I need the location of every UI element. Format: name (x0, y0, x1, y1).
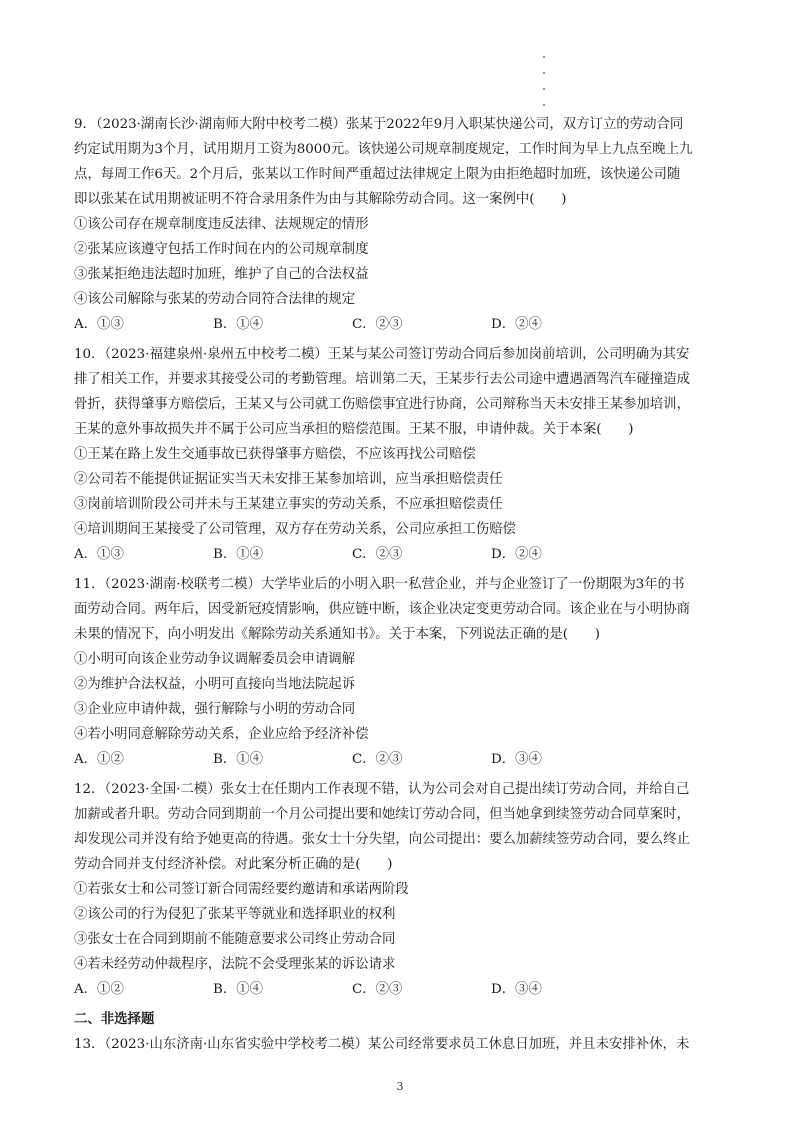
statement: ①小明可向该企业劳动争议调解委员会申请调解 (74, 652, 356, 667)
option-b: B．①④ (213, 752, 264, 767)
stem-line: 未果的情况下，向小明发出《解除劳动关系通知书》。关于本案，下列说法正确的是( ) (74, 627, 600, 642)
page-content (74, 112, 720, 1057)
dot (543, 104, 545, 106)
answer-options (74, 977, 720, 1002)
option-c: C．②③ (352, 317, 403, 332)
stem-line: 11．（2023·湖南·校联考二模）大学毕业后的小明入职一私营企业，并与企业签订了一份期限为3年的书 (74, 577, 685, 592)
statement: ③岗前培训阶段公司并未与王某建立事实的劳动关系，不应承担赔偿责任 (74, 497, 503, 512)
option-c: C．②③ (352, 547, 403, 562)
dot (543, 88, 545, 90)
option-a: A．①② (74, 752, 124, 767)
stem-line: 王某的意外事故损失并不属于公司应当承担的赔偿范围。王某不服，申请仲裁。关于本案( ) (74, 422, 634, 437)
stem-line: 骨折，获得肇事方赔偿后，王某又与公司就工伤赔偿事宜进行协商，公司辩称当天未安排王某参加培训， (74, 397, 690, 412)
dot (543, 56, 545, 58)
statement: ③企业应申请仲裁，强行解除与小明的劳动合同 (74, 702, 356, 717)
stem-line: 12．（2023·全国·二模）张女士在任期内工作表现不错，认为公司会对自己提出续订劳动合同，并给自己 (74, 782, 690, 797)
statement: ②该公司的行为侵犯了张某平等就业和选择职业的权利 (74, 907, 396, 922)
page-number: 3 (396, 1080, 404, 1093)
stem-line: 排了相关工作，并要求其接受公司的考勤管理。培训第二天，王某步行去公司途中遭遇酒驾汽车碰撞造成 (74, 372, 690, 387)
answer-options (74, 312, 720, 337)
question-13-stem: 13．（2023·山东济南·山东省实验中学校考二模）某公司经常要求员工休息日加班，并且未安排补休，未 (74, 1037, 690, 1052)
statement: ④培训期间王某接受了公司管理，双方存在劳动关系，公司应承担工伤赔偿 (74, 522, 516, 537)
stem-line: 10．（2023·福建泉州·泉州五中校考二模）王某与某公司签订劳动合同后参加岗前培训，公司明确为其安 (74, 347, 690, 362)
option-c: C．②③ (352, 982, 403, 997)
stem-line: 9．（2023·湖南长沙·湖南师大附中校考二模）张某于2022年9月入职某快递公司，双方订立的劳动合同 (74, 117, 684, 132)
answer-options (74, 542, 720, 567)
option-d: D．③④ (491, 982, 542, 997)
question-stem (74, 777, 720, 877)
option-a: A．①② (74, 982, 124, 997)
option-c: C．②③ (352, 752, 403, 767)
question-stem (74, 342, 720, 442)
option-b: B．①④ (213, 317, 264, 332)
statement: ②公司若不能提供证据证实当天未安排王某参加培训，应当承担赔偿责任 (74, 472, 503, 487)
statement: ③张某拒绝违法超时加班，维护了自己的合法权益 (74, 267, 369, 282)
statement: ①该公司存在规章制度违反法律、法规规定的情形 (74, 217, 369, 232)
statement: ①若张女士和公司签订新合同需经要约邀请和承诺两阶段 (74, 882, 409, 897)
question-12 (74, 777, 720, 1002)
option-d: D．②④ (491, 547, 542, 562)
dot (543, 72, 545, 74)
margin-dots (543, 56, 547, 120)
option-a: A．①③ (74, 547, 124, 562)
question-stem (74, 572, 720, 647)
stem-line: 即以张某在试用期被证明不符合录用条件为由与其解除劳动合同。这一案例中( ) (74, 192, 567, 207)
question-9 (74, 112, 720, 337)
answer-options (74, 747, 720, 772)
statement: ②为维护合法权益，小明可直接向当地法院起诉 (74, 677, 356, 692)
stem-line: 加薪或者升职。劳动合同到期前一个月公司提出要和她续订劳动合同，但当她拿到续签劳动合同草案时， (74, 807, 690, 822)
stem-line: 却发现公司并没有给予她更高的待遇。张女士十分失望，向公司提出：要么加薪续签劳动合同，要么终止 (74, 832, 690, 847)
statement: ①王某在路上发生交通事故已获得肇事方赔偿，不应该再找公司赔偿 (74, 447, 476, 462)
section-heading: 二、非选择题 (74, 1011, 155, 1027)
option-a: A．①③ (74, 317, 124, 332)
stem-line: 劳动合同并支付经济补偿。对此案分析正确的是( ) (74, 857, 393, 872)
stem-line: 点，每周工作6天。2个月后，张某以工作时间严重超过法律规定上限为由拒绝超时加班，该快递公司随 (74, 167, 681, 182)
question-stem (74, 112, 720, 212)
question-10 (74, 342, 720, 567)
option-b: B．①④ (213, 982, 264, 997)
statement: ④该公司解除与张某的劳动合同符合法律的规定 (74, 292, 356, 307)
option-b: B．①④ (213, 547, 264, 562)
option-d: D．③④ (491, 752, 542, 767)
question-11 (74, 572, 720, 772)
statement: ②张某应该遵守包括工作时间在内的公司规章制度 (74, 242, 369, 257)
option-d: D．②④ (491, 317, 542, 332)
statement: ④若未经劳动仲裁程序，法院不会受理张某的诉讼请求 (74, 957, 396, 972)
statement: ③张女士在合同到期前不能随意要求公司终止劳动合同 (74, 932, 396, 947)
stem-line: 面劳动合同。两年后，因受新冠疫情影响，供应链中断，该企业决定变更劳动合同。该企业在与小明协商 (74, 602, 690, 617)
statement: ④若小明同意解除劳动关系，企业应给予经济补偿 (74, 727, 369, 742)
stem-line: 约定试用期为3个月，试用期月工资为8000元。该快递公司规章制度规定，工作时间为早上九点至晚上九 (74, 142, 693, 157)
